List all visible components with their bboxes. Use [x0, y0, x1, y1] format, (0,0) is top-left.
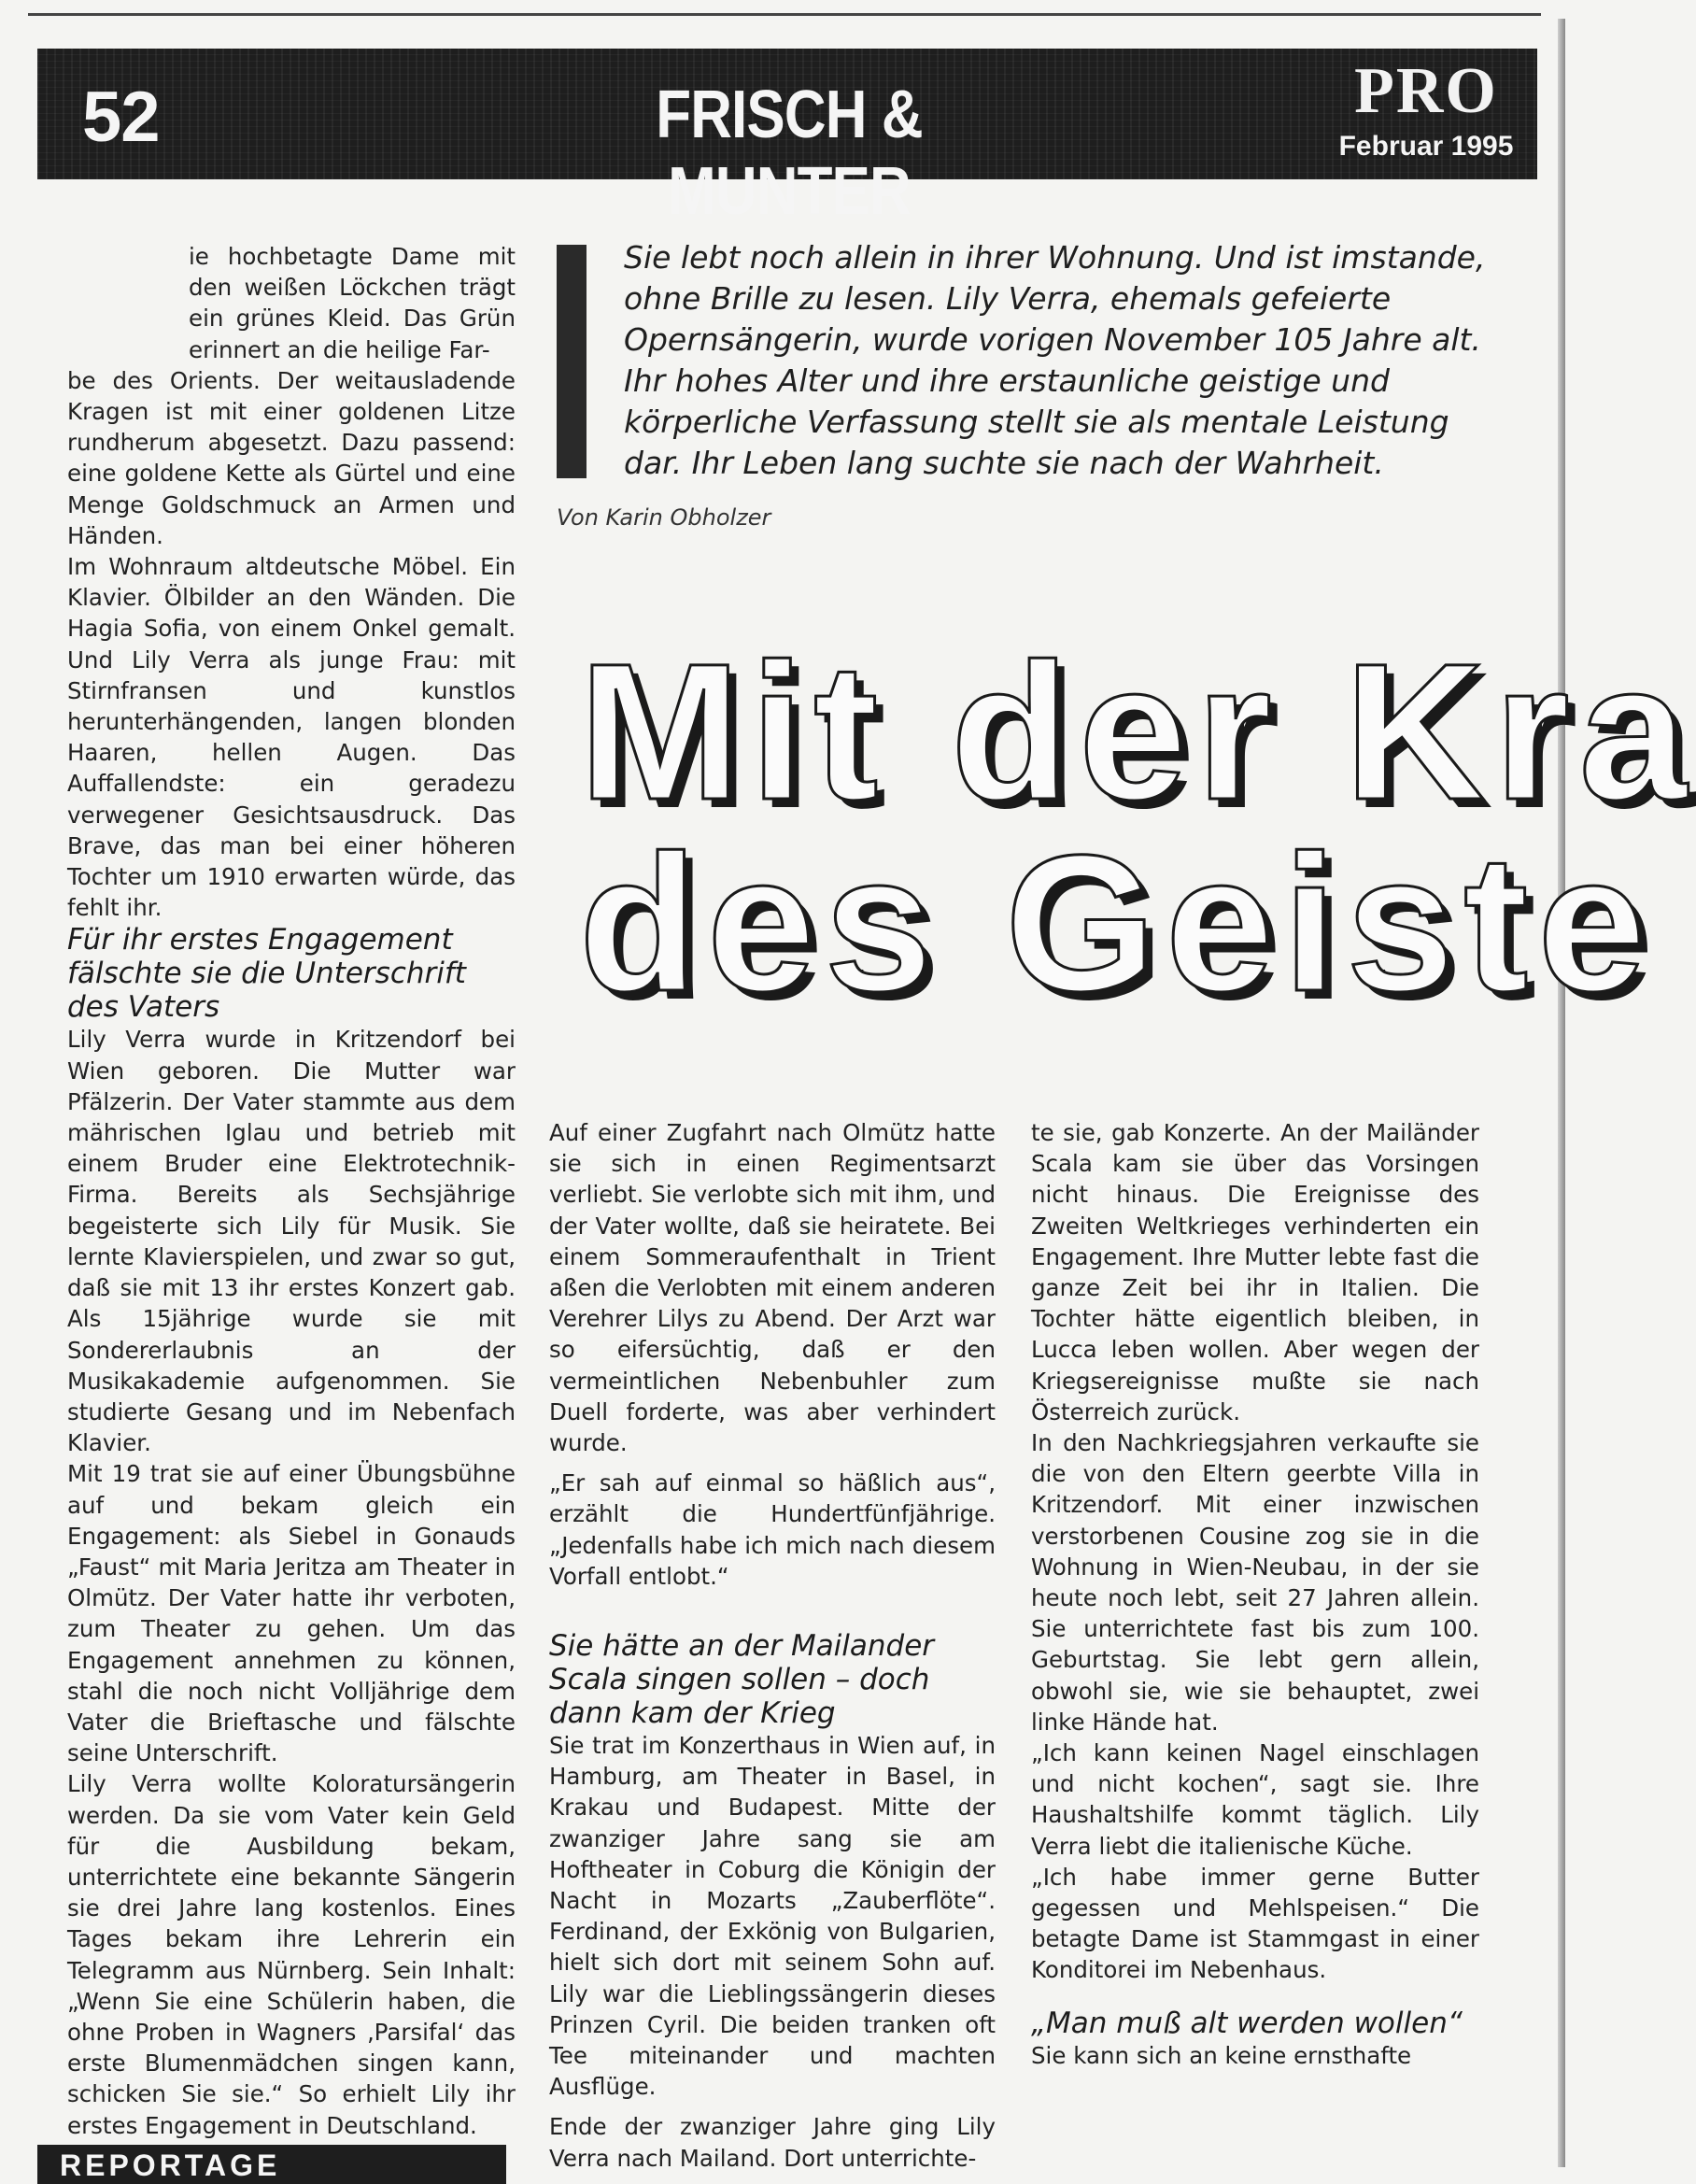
- article-column-1: [67, 241, 516, 2141]
- page-header: [37, 49, 1537, 229]
- article-column-2: [549, 1117, 996, 2174]
- page-edge-shadow: [1558, 19, 1565, 2167]
- paragraph-memory: Sie kann sich an keine ernsthafte: [1031, 2041, 1412, 2069]
- subheading-scala: Sie hätte an der Mailander Scala singen sollen – doch dann kam der Krieg: [549, 1629, 935, 1731]
- paragraph-quote-ugly: „Er sah auf einmal so häßlich aus“, erzählt die Hundertfünfjährige. „Jedenfalls habe ich mich nach diesem Vorfall entlobt.“: [549, 1469, 996, 1590]
- subheading-grow-old: „Man muß alt werden wollen“: [1031, 2006, 1463, 2040]
- subheading-engagement: Für ihr erstes Engagement fälschte sie die Unterschrift des Vaters: [67, 923, 466, 1025]
- logo-text: PRO: [1354, 55, 1498, 127]
- paragraph-opening: be des Orients. Der weitausladende Kragen ist mit einer goldenen Litze rundherum abgesetzt. Dazu passend: eine goldene Kette als Gürtel und eine Menge Goldschmuck an Armen und Händen.: [67, 366, 516, 549]
- paragraph-childhood: Lily Verra wurde in Kritzendorf bei Wien geboren. Die Mutter war Pfälzerin. Der Vater stammte aus dem mährischen Iglau und betrieb mit einem Bruder eine Elektrotechnik-Firma. Bereits als Sechsjährige begeisterte sich Lily für Musik. Sie lernte Klavierspielen, und zwar so gut, daß sie mit 13 ihr erstes Konzert gab. Als 15jährige wurde sie mit Sondererlaubnis an der Musikakademie aufgenommen. Sie studierte Gesang und im Nebenfach Klavier.: [67, 1026, 516, 1457]
- paragraph-coloratura: Lily Verra wollte Koloratursängerin werden. Da sie vom Vater kein Geld für die Ausbildung bekam, unterrichtete eine bekannte Sängerin sie drei Jahre lang kostenlos. Eines Tages bekam ihre Lehrerin ein Telegramm aus Nürnberg. Sein Inhalt: „Wenn Sie eine Schülerin haben, die ohne Proben in Wagners ‚Parsifal‘ das erste Blumenmädchen singen kann, schicken Sie sie.“ So erhielt Lily ihr erstes Engagement in Deutschland.: [67, 1770, 516, 2139]
- headline-line-2: des Geiste: [579, 815, 1656, 1032]
- lead-paragraph: Sie lebt noch allein in ihrer Wohnung. Und ist imstande, ohne Brille zu lesen. Lily Verra, ehemals gefeierte Opernsängerin, wurde vorigen November 105 Jahre alt. Ihr hohes Alter und ihre erstaunliche geistige und körperliche Verfassung stellt sie als mentale Leistung dar. Ihr Leben lang suchte sie nach der Wahrheit.: [624, 239, 1486, 481]
- paragraph-butter: „Ich habe immer gerne Butter gegessen und Mehlspeisen.“ Die betagte Dame ist Stammgast in einer Konditorei im Nebenhaus.: [1031, 1863, 1479, 1984]
- paragraph-first-engagement: Mit 19 trat sie auf einer Übungsbühne auf und bekam gleich ein Engagement: als Siebel in Gonauds „Faust“ mit Maria Jeritza am Theater in Olmütz. Der Vater hatte ihr verboten, zum Theater zu gehen. Um das Engagement annehmen zu können, stahl die noch nicht Volljährige dem Vater die Brieftasche und fälschte seine Unterschrift.: [67, 1460, 516, 1767]
- section-label: REPORTAGE: [60, 2149, 281, 2182]
- page-number: 52: [82, 78, 160, 157]
- paragraph-post-war: In den Nachkriegsjahren verkaufte sie die von den Eltern geerbte Villa in Kritzendorf. Mit einer inzwischen verstorbenen Cousine zog sie in die Wohnung in Wien-Neubau, in der sie heute noch lebt, seit 27 Jahren allein. Sie unterrichtete fast bis zum 100. Geburtstag. Sie lebt gern allein, obwohl sie, wie sie behauptet, zwei linke Hände hat.: [1031, 1429, 1479, 1736]
- paragraph-living-room: Im Wohnraum altdeutsche Möbel. Ein Klavier. Ölbilder an den Wänden. Die Hagia Sofia, von einem Onkel gemalt. Und Lily Verra als junge Frau: mit Stirnfransen und kunstlos herunterhängenden, langen blonden Haaren, hellen Augen. Das Auffallendste: ein geradezu verwegener Gesichtsausdruck. Das Brave, das man bei einer höheren Tochter um 1910 erwarten würde, das fehlt ihr.: [67, 553, 516, 922]
- paragraph-milan: Ende der zwanziger Jahre ging Lily Verra nach Mailand. Dort unterrichte-: [549, 2113, 996, 2172]
- paragraph-opening-inset: ie hochbetagte Dame mit den weißen Löckchen trägt ein grünes Kleid. Das Grün erinnert an die heilige Far-: [189, 243, 516, 363]
- paragraph-war-years: te sie, gab Konzerte. An der Mailänder Scala kam sie über das Vorsingen nicht hinaus. Die Ereignisse des Zweiten Weltkrieges verhinderten ein Engagement. Ihre Mutter lebte fast die ganze Zeit bei ihr in Italien. Die Tochter hätte eigentlich bleiben, in Lucca leben wollen. Aber wegen der Kriegsereignisse mußte sie nach Österreich zurück.: [1031, 1119, 1479, 1425]
- article-column-3: [1031, 1117, 1479, 2071]
- section-title: FRISCH & MUNTER: [656, 78, 923, 229]
- issue-date: Februar 1995: [1338, 131, 1514, 162]
- pro-logo-icon: [1319, 55, 1533, 127]
- paragraph-concerts: Sie trat im Konzerthaus in Wien auf, in Hamburg, am Theater in Basel, in Krakau und Budapest. Mitte der zwanziger Jahre sang sie am Hoftheater in Coburg die Königin der Nacht in Mozarts „Zauberflöte“. Ferdinand, der Exkönig von Bulgarien, hielt sich dort mit seinem Sohn auf. Lily war die Lieblingssängerin dieses Prinzen Cyril. Die beiden tranken oft Tee miteinander und machten Ausflüge.: [549, 1732, 996, 2101]
- author-byline: Von Karin Obholzer: [557, 504, 771, 531]
- lead-initial-bar: [557, 245, 587, 478]
- paragraph-household: „Ich kann keinen Nagel einschlagen und nicht kochen“, sagt sie. Ihre Haushaltshilfe kommt täglich. Lily Verra liebt die italienische Küche.: [1031, 1739, 1479, 1860]
- paragraph-engagement-story: Auf einer Zugfahrt nach Olmütz hatte sie sich in einen Regimentsarzt verliebt. Sie verlobte sich mit ihm, und der Vater wollte, daß sie heiratete. Bei einem Sommeraufenthalt in Trient aßen die Verlobten mit einem anderen Verehrer Lilys zu Abend. Der Arzt war so eifersüchtig, daß er den vermeintlichen Nebenbuhler zum Duell forderte, was aber verhindert wurde.: [549, 1119, 996, 1457]
- headline-line-1: Mit der Kra: [579, 624, 1696, 841]
- page-edge: [28, 13, 1541, 25]
- page-footer: [37, 2145, 506, 2184]
